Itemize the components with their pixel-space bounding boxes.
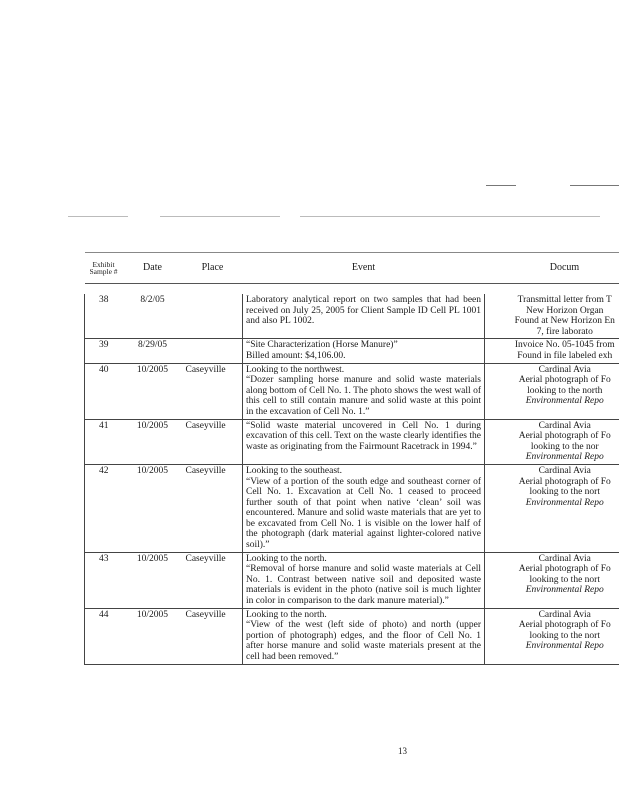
document-line: Environmental Repo (525, 452, 604, 463)
exhibit-number-cell: 40 (85, 363, 123, 419)
document-cell (485, 419, 619, 464)
exhibit-number-cell: 38 (85, 294, 123, 339)
header-place: Place (183, 253, 243, 284)
date-cell: 10/2005 (123, 363, 183, 419)
exhibit-number-cell: 39 (85, 339, 123, 363)
event-cell (243, 552, 485, 608)
document-line: Found at New Horizon En (514, 316, 615, 327)
document-cell (485, 464, 619, 552)
event-paragraph: Billed amount: $4,106.00. (246, 350, 346, 361)
document-line: looking to the nor (530, 441, 599, 452)
exhibit-number-cell: 43 (85, 552, 123, 608)
table-row (85, 464, 619, 552)
event-paragraph: “Site Characterization (Horse Manure)” (246, 340, 398, 351)
event-paragraph: “Solid waste material uncovered in Cell No. 1 during excavation of this cell. Text on the waste clearly identifies the waste as originating from the Fairmount Racetrack in 1994.” (246, 420, 481, 452)
document-line: Found in file labeled exh (517, 350, 613, 361)
document-line: Environmental Repo (525, 497, 604, 508)
document-line: Cardinal Avia (538, 553, 591, 564)
document-line: Environmental Repo (525, 641, 604, 652)
document-cell (485, 363, 619, 419)
place-cell: Caseyville (183, 608, 243, 664)
event-cell (243, 294, 485, 339)
document-line: Environmental Repo (525, 396, 604, 407)
document-line: Cardinal Avia (538, 364, 591, 375)
exhibit-number-cell: 41 (85, 419, 123, 464)
page-number: 13 (398, 746, 407, 756)
table-row (85, 419, 619, 464)
document-line: New Horizon Organ (526, 305, 604, 316)
document-line: Aerial photograph of Fo (518, 564, 611, 575)
scan-artifact-line (486, 185, 516, 186)
event-paragraph: “View of a portion of the south edge and southeast corner of Cell No. 1. Excavation at Cell No. 1 ceased to proceed further south of that point when native ‘clean’ soil was encountered. Manure and solid waste materials that are yet to be excavated from Cell No. 1 is visible on the lower half of the photograph (dark material against lighter-colored native soil).” (246, 476, 481, 551)
place-cell: Caseyville (183, 363, 243, 419)
event-cell (243, 363, 485, 419)
header-date: Date (123, 253, 183, 284)
document-line: 7, fire laborato (536, 326, 593, 337)
document-cell (485, 608, 619, 664)
table-header-row (85, 253, 619, 284)
table-row (85, 552, 619, 608)
event-paragraph: Looking to the north. (246, 553, 327, 564)
chronology-table (84, 252, 619, 665)
place-cell (183, 339, 243, 363)
document-cell (485, 294, 619, 339)
event-paragraph: “Removal of horse manure and solid waste materials at Cell No. 1. Contrast between native soil and deposited waste materials is evident in the photo (native soil is much lighter in color in comparison to the dark manure material).” (246, 564, 481, 607)
table-row (85, 294, 619, 339)
document-line: Cardinal Avia (538, 465, 591, 476)
place-cell (183, 294, 243, 339)
header-document: Docum (485, 253, 619, 284)
event-cell (243, 339, 485, 363)
document-line: Environmental Repo (525, 585, 604, 596)
document-line: looking to the nort (529, 630, 600, 641)
document-line: Cardinal Avia (538, 609, 591, 620)
event-cell (243, 608, 485, 664)
scan-artifact-line (68, 216, 128, 217)
place-cell: Caseyville (183, 552, 243, 608)
document-cell (485, 552, 619, 608)
place-cell: Caseyville (183, 419, 243, 464)
table-row (85, 608, 619, 664)
date-cell: 10/2005 (123, 464, 183, 552)
place-cell: Caseyville (183, 464, 243, 552)
event-paragraph: Looking to the northwest. (246, 364, 345, 375)
table-row (85, 339, 619, 363)
document-line: Aerial photograph of Fo (518, 620, 611, 631)
scan-artifact-line (300, 216, 600, 217)
date-cell: 8/29/05 (123, 339, 183, 363)
event-paragraph: “Dozer sampling horse manure and solid waste materials along bottom of Cell No. 1. The photo shows the west wall of this cell to still contain manure and solid waste at this point in the excavation of Cell No. 1.” (246, 375, 481, 417)
date-cell: 10/2005 (123, 552, 183, 608)
date-cell: 10/2005 (123, 608, 183, 664)
document-line: Invoice No. 05-1045 from (514, 340, 615, 351)
header-event: Event (243, 253, 485, 284)
event-paragraph: Looking to the southeast. (246, 465, 343, 476)
scan-artifact-line (570, 185, 619, 186)
date-cell: 8/2/05 (123, 294, 183, 339)
document-line: Aerial photograph of Fo (518, 431, 611, 442)
document-line: Aerial photograph of Fo (518, 476, 611, 487)
document-line: Transmittal letter from T (517, 295, 612, 305)
document-line: looking to the north (527, 385, 603, 396)
document-cell (485, 339, 619, 363)
event-cell (243, 419, 485, 464)
chronology-table-container (84, 252, 619, 665)
document-line: looking to the nort (529, 574, 600, 585)
exhibit-number-cell: 44 (85, 608, 123, 664)
scan-artifact-line (160, 216, 280, 217)
date-cell: 10/2005 (123, 419, 183, 464)
event-paragraph: Looking to the north. (246, 609, 327, 620)
document-line: looking to the nort (529, 487, 600, 498)
document-line: Aerial photograph of Fo (518, 375, 611, 386)
event-paragraph: Laboratory analytical report on two samples that had been received on July 25, 2005 for Client Sample ID Cell PL 1001 and also PL 1002. (246, 295, 481, 327)
header-exhibit-number: Exhibit Sample # (85, 253, 123, 284)
event-cell (243, 464, 485, 552)
table-row (85, 363, 619, 419)
document-line: Cardinal Avia (538, 420, 591, 431)
exhibit-number-cell: 42 (85, 464, 123, 552)
event-paragraph: “View of the west (left side of photo) and north (upper portion of photograph) edges, and the floor of Cell No. 1 after horse manure and solid waste materials present at the cell had been removed.” (246, 620, 481, 662)
